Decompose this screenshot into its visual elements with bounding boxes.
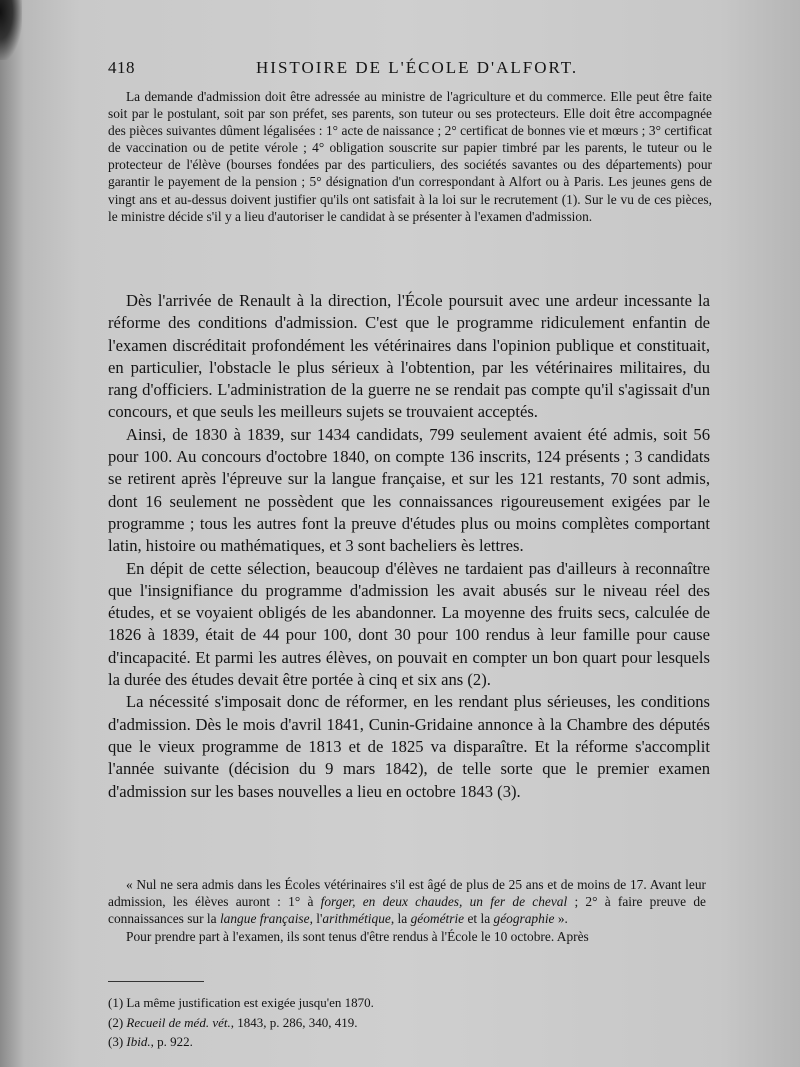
footnote-marker: (3) xyxy=(108,1034,124,1049)
quote-paragraph xyxy=(108,876,706,928)
footnote-marker: (2) xyxy=(108,1014,124,1030)
body-paragraph-1: Dès l'arrivée de Renault à la direction, l'École poursuit avec une ardeur incessante la réforme des conditions d'admission. C'est que le programme ridiculement enfantin de l'examen discréditait profondément les vétérinaires dans l'opinion publique et constituait, en particulier, l'obstacle le plus sérieux à l'obtention, par les vétérinaires militaires, du rang d'officiers. L'administration de la guerre ne se rendait pas compte qu'il s'agissait d'un concours, et que seuls les meilleurs sujets se trouvaient acceptés. xyxy=(108,291,710,422)
footnote-text: , p. 922. xyxy=(150,1034,193,1049)
footnote-text: , 1843, p. 286, 340, 419. xyxy=(230,1014,358,1030)
quote-text-2: ; 2° à faire preuve de connaissances sur la xyxy=(108,894,706,927)
quote-text-3: , l' xyxy=(309,911,323,927)
running-title: HISTOIRE DE L'ÉCOLE D'ALFORT. xyxy=(256,58,579,77)
body-paragraph-3: En dépit de cette sélection, beaucoup d'élèves ne tardaient pas d'ailleurs à reconnaître que l'insignifiance du programme d'admission les avait abusés sur le niveau réel des études, et se voyaient obligés de les abandonner. La moyenne des fruits secs, calculée de 1826 à 1839, était de 44 pour 100, dont 30 pour 100 rendus à leur famille pour cause d'incapacité. Et parmi les autres élèves, on pouvait en compter un bon quart pour lesquels la durée des études devait être portée à cinq et six ans (2). xyxy=(108,558,710,690)
footnote-3 xyxy=(108,1032,508,1052)
footnotes xyxy=(108,993,508,1052)
quote-followup: Pour prendre part à l'examen, ils sont tenus d'être rendus à l'École le 10 octobre. Après xyxy=(126,928,589,944)
footnote-source-title: Recueil de méd. vét. xyxy=(126,1014,231,1030)
page-header xyxy=(108,58,698,84)
quote-italic-3: arithmétique xyxy=(322,911,391,927)
page-number: 418 xyxy=(108,58,135,77)
quote-text-6: ». xyxy=(554,911,568,927)
body-text xyxy=(108,290,710,803)
quote-italic-5: géographie xyxy=(493,911,555,927)
quote-italic-4: géométrie xyxy=(410,911,465,927)
body-paragraph-4: La nécessité s'imposait donc de réformer, en les rendant plus sérieuses, les conditions d'admission. Dès le mois d'avril 1841, Cunin-Gridaine annonce à la Chambre des députés que le vieux programme de 1813 et de 1825 va disparaître. Et la réforme s'accomplit l'année suivante (décision du 9 mars 1842), de telle sorte que le premier examen d'admission sur les bases nouvelles a lieu en octobre 1843 (3). xyxy=(108,692,710,801)
footnote-rule xyxy=(108,981,204,982)
quote-italic-2: langue française xyxy=(219,911,310,927)
quote-text-1: « Nul ne sera admis dans les Écoles vétérinaires s'il est âgé de plus de 25 ans et de moins de 17. Avant leur admission, les élèves auront : 1° à xyxy=(108,877,706,910)
intro-paragraph xyxy=(108,88,712,225)
footnote-source-title: Ibid. xyxy=(126,1034,151,1049)
intro-text: La demande d'admission doit être adressée au ministre de l'agriculture et du commerce. Elle peut être faite soit par le postulant, soit par son préfet, ses parents, son tuteur ou ses protecteurs. Elle doit être accompagnée des pièces suivantes dûment légalisées : 1° acte de naissance ; 2° certificat de bonnes vie et mœurs ; 3° certificat de vaccination ou de petite vérole ; 4° obligation souscrite sur papier timbré par les parents, le tuteur ou le protecteur de l'élève (bourses fondées par des particuliers, des sociétés savantes ou des départements) pour garantir le payement de la pension ; 5° désignation d'un correspondant à Alfort ou à Paris. Les jeunes gens de vingt ans et au-dessus doivent justifier qu'ils ont satisfait à la loi sur le recrutement (1). Sur le vu de ces pièces, le ministre décide s'il y a lieu d'autoriser le candidat à se présenter à l'examen d'admission. xyxy=(108,89,712,224)
quoted-regulation xyxy=(108,876,706,945)
quote-italic-1: forger, en deux chaudes, un fer de cheval xyxy=(320,894,568,910)
quote-text-4: , la xyxy=(390,911,411,927)
footnote-1 xyxy=(108,993,508,1013)
footnote-text: La même justification est exigée jusqu'en 1870. xyxy=(126,995,374,1010)
quote-text-5: et la xyxy=(464,911,494,927)
footnote-2 xyxy=(108,1013,508,1033)
body-paragraph-2: Ainsi, de 1830 à 1839, sur 1434 candidats, 799 seulement avaient été admis, soit 56 pour 100. Au concours d'octobre 1840, on compte 136 inscrits, 124 présents ; 3 candidats se retirent après l'épreuve sur la langue française, et sur les 121 restants, 70 sont admis, dont 16 seulement ne possèdent que les connaissances rigoureusement exigées par le programme ; tous les autres font la preuve d'études plus ou moins complètes comportant latin, histoire ou mathématiques, et 3 sont bacheliers ès lettres. xyxy=(108,424,710,556)
binding-shadow xyxy=(0,0,22,60)
footnote-marker: (1) xyxy=(108,995,124,1010)
